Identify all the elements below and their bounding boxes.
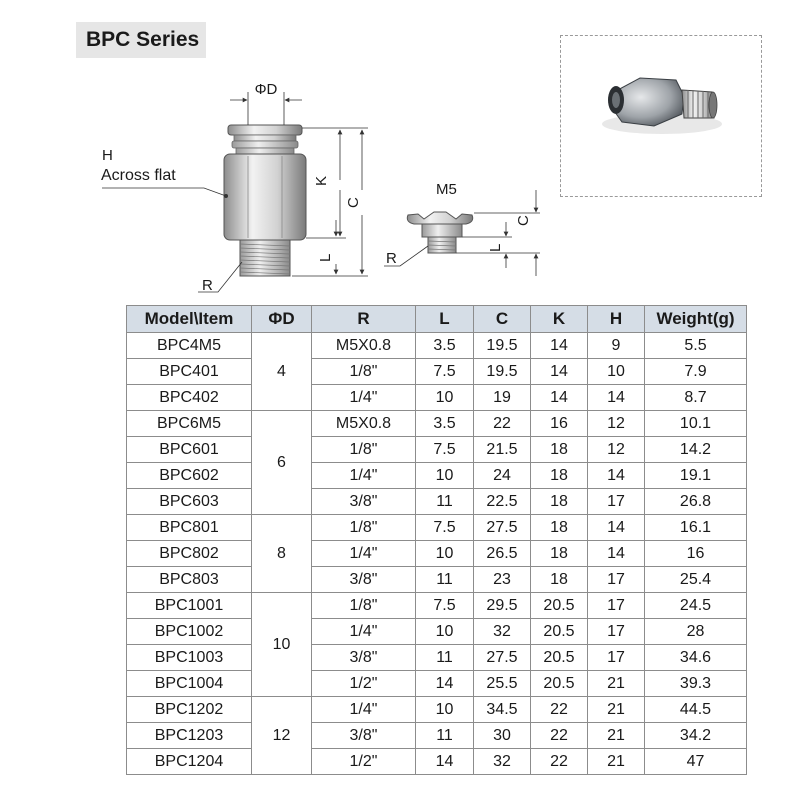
cell-r: 3/8"	[312, 567, 416, 593]
cell-h: 21	[588, 723, 645, 749]
cell-k: 14	[531, 359, 588, 385]
cell-c: 19.5	[474, 359, 531, 385]
cell-c: 22	[474, 411, 531, 437]
cell-l: 14	[416, 671, 474, 697]
cell-r: M5X0.8	[312, 411, 416, 437]
cell-phi-d: 10	[252, 593, 312, 697]
table-row	[127, 359, 747, 385]
cell-l: 3.5	[416, 333, 474, 359]
cell-model: BPC603	[127, 489, 252, 515]
cell-k: 20.5	[531, 593, 588, 619]
header-l: L	[416, 306, 474, 333]
table-row	[127, 437, 747, 463]
cell-l: 7.5	[416, 437, 474, 463]
cell-h: 21	[588, 697, 645, 723]
cell-model: BPC1001	[127, 593, 252, 619]
cell-l: 7.5	[416, 593, 474, 619]
cell-h: 17	[588, 489, 645, 515]
cell-phi-d: 6	[252, 411, 312, 515]
cell-model: BPC1003	[127, 645, 252, 671]
cell-l: 10	[416, 463, 474, 489]
cell-c: 32	[474, 619, 531, 645]
table-row	[127, 619, 747, 645]
label-c: C	[345, 197, 362, 208]
cell-weight: 8.7	[645, 385, 747, 411]
cell-r: 3/8"	[312, 489, 416, 515]
header-c: C	[474, 306, 531, 333]
cell-c: 27.5	[474, 515, 531, 541]
cell-k: 22	[531, 697, 588, 723]
cell-k: 18	[531, 567, 588, 593]
label-m5: M5	[436, 181, 457, 198]
table-row	[127, 723, 747, 749]
table-row	[127, 593, 747, 619]
table-row	[127, 671, 747, 697]
cell-c: 26.5	[474, 541, 531, 567]
cell-model: BPC802	[127, 541, 252, 567]
page-title: BPC Series	[86, 28, 200, 51]
cell-c: 25.5	[474, 671, 531, 697]
cell-weight: 47	[645, 749, 747, 775]
cell-c: 21.5	[474, 437, 531, 463]
label-c-m5: C	[515, 215, 532, 226]
cell-phi-d: 8	[252, 515, 312, 593]
cell-model: BPC1202	[127, 697, 252, 723]
cell-weight: 44.5	[645, 697, 747, 723]
cell-r: 1/2"	[312, 671, 416, 697]
label-k: K	[313, 175, 330, 186]
cell-l: 7.5	[416, 515, 474, 541]
header-model: Model\Item	[127, 306, 252, 333]
cell-r: 1/8"	[312, 593, 416, 619]
cell-weight: 25.4	[645, 567, 747, 593]
cell-c: 32	[474, 749, 531, 775]
cell-h: 14	[588, 541, 645, 567]
label-phi-d: ΦD	[254, 81, 278, 98]
table-row	[127, 645, 747, 671]
cell-r: 1/4"	[312, 697, 416, 723]
cell-model: BPC6M5	[127, 411, 252, 437]
cell-weight: 39.3	[645, 671, 747, 697]
cell-l: 10	[416, 541, 474, 567]
cell-weight: 26.8	[645, 489, 747, 515]
cell-k: 14	[531, 385, 588, 411]
cell-l: 11	[416, 567, 474, 593]
label-l-m5: L	[487, 243, 504, 252]
cell-c: 27.5	[474, 645, 531, 671]
cell-k: 20.5	[531, 671, 588, 697]
cell-h: 21	[588, 671, 645, 697]
cell-weight: 34.2	[645, 723, 747, 749]
cell-h: 14	[588, 515, 645, 541]
cell-k: 20.5	[531, 619, 588, 645]
cell-r: 1/8"	[312, 359, 416, 385]
cell-l: 11	[416, 723, 474, 749]
cell-h: 12	[588, 437, 645, 463]
cell-h: 21	[588, 749, 645, 775]
table-row	[127, 385, 747, 411]
table-row	[127, 411, 747, 437]
cell-r: M5X0.8	[312, 333, 416, 359]
cell-weight: 28	[645, 619, 747, 645]
cell-weight: 24.5	[645, 593, 747, 619]
cell-l: 10	[416, 619, 474, 645]
cell-l: 11	[416, 645, 474, 671]
cell-h: 17	[588, 567, 645, 593]
m5-fitting-drawing	[384, 190, 540, 276]
cell-model: BPC801	[127, 515, 252, 541]
cell-l: 11	[416, 489, 474, 515]
cell-k: 22	[531, 723, 588, 749]
cell-h: 17	[588, 619, 645, 645]
cell-r: 1/4"	[312, 619, 416, 645]
cell-r: 3/8"	[312, 645, 416, 671]
cell-model: BPC803	[127, 567, 252, 593]
cell-model: BPC601	[127, 437, 252, 463]
label-h: H	[102, 147, 113, 164]
cell-weight: 14.2	[645, 437, 747, 463]
cell-k: 18	[531, 437, 588, 463]
cell-weight: 10.1	[645, 411, 747, 437]
cell-r: 1/4"	[312, 541, 416, 567]
cell-phi-d: 4	[252, 333, 312, 411]
cell-weight: 16	[645, 541, 747, 567]
cell-c: 19	[474, 385, 531, 411]
photo-frame	[560, 35, 762, 197]
cell-c: 34.5	[474, 697, 531, 723]
cell-k: 22	[531, 749, 588, 775]
cell-c: 22.5	[474, 489, 531, 515]
cell-r: 1/4"	[312, 385, 416, 411]
cell-model: BPC402	[127, 385, 252, 411]
cell-c: 23	[474, 567, 531, 593]
cell-r: 1/4"	[312, 463, 416, 489]
label-r-m5: R	[386, 250, 397, 267]
table-row	[127, 541, 747, 567]
cell-c: 24	[474, 463, 531, 489]
cell-r: 3/8"	[312, 723, 416, 749]
cell-c: 19.5	[474, 333, 531, 359]
cell-weight: 16.1	[645, 515, 747, 541]
cell-l: 3.5	[416, 411, 474, 437]
cell-h: 9	[588, 333, 645, 359]
cell-model: BPC1004	[127, 671, 252, 697]
table-row	[127, 567, 747, 593]
cell-l: 14	[416, 749, 474, 775]
cell-weight: 19.1	[645, 463, 747, 489]
cell-model: BPC1204	[127, 749, 252, 775]
label-across-flat: Across flat	[101, 167, 176, 184]
cell-h: 14	[588, 385, 645, 411]
header-k: K	[531, 306, 588, 333]
cell-k: 20.5	[531, 645, 588, 671]
cell-h: 10	[588, 359, 645, 385]
table-header-row	[127, 306, 747, 333]
header-h: H	[588, 306, 645, 333]
cell-k: 18	[531, 541, 588, 567]
header-phi-d: ΦD	[252, 306, 312, 333]
cell-k: 18	[531, 489, 588, 515]
cell-h: 17	[588, 593, 645, 619]
cell-l: 10	[416, 385, 474, 411]
cell-weight: 34.6	[645, 645, 747, 671]
cell-k: 14	[531, 333, 588, 359]
label-l: L	[317, 253, 334, 262]
cell-r: 1/2"	[312, 749, 416, 775]
cell-model: BPC602	[127, 463, 252, 489]
cell-h: 12	[588, 411, 645, 437]
cell-k: 16	[531, 411, 588, 437]
cell-model: BPC4M5	[127, 333, 252, 359]
cell-c: 30	[474, 723, 531, 749]
table-row	[127, 749, 747, 775]
cell-k: 18	[531, 463, 588, 489]
cell-l: 7.5	[416, 359, 474, 385]
cell-h: 17	[588, 645, 645, 671]
cell-model: BPC401	[127, 359, 252, 385]
cell-l: 10	[416, 697, 474, 723]
table-row	[127, 463, 747, 489]
cell-c: 29.5	[474, 593, 531, 619]
cell-model: BPC1002	[127, 619, 252, 645]
cell-r: 1/8"	[312, 515, 416, 541]
spec-table	[126, 305, 747, 775]
cell-weight: 7.9	[645, 359, 747, 385]
label-r: R	[202, 277, 213, 294]
cell-phi-d: 12	[252, 697, 312, 775]
table-row	[127, 489, 747, 515]
cell-k: 18	[531, 515, 588, 541]
cell-model: BPC1203	[127, 723, 252, 749]
table-row	[127, 333, 747, 359]
cell-r: 1/8"	[312, 437, 416, 463]
table-row	[127, 515, 747, 541]
table-row	[127, 697, 747, 723]
header-r: R	[312, 306, 416, 333]
header-weight: Weight(g)	[645, 306, 747, 333]
cell-weight: 5.5	[645, 333, 747, 359]
cell-h: 14	[588, 463, 645, 489]
